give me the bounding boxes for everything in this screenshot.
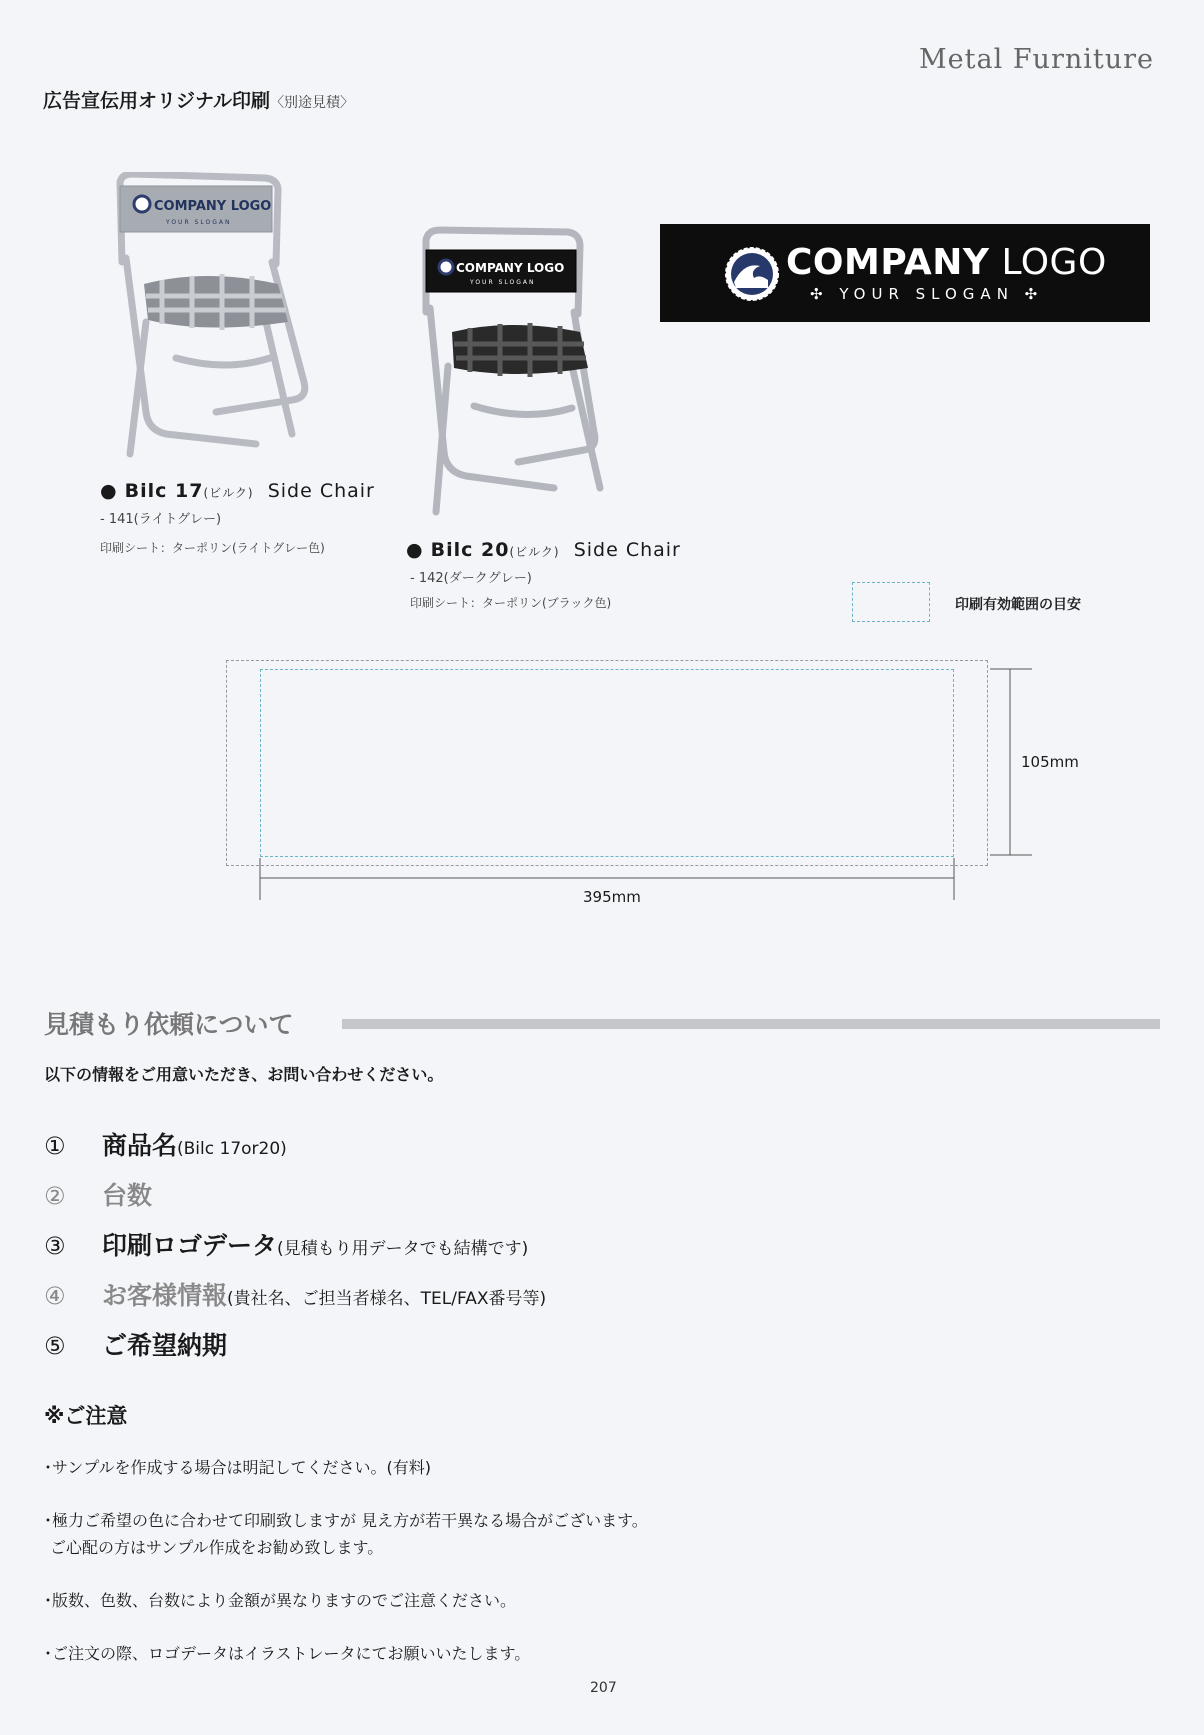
product-code-bilc20: - 142(ダークグレー) <box>410 571 532 586</box>
estimate-heading: 見積もり依頼について <box>44 1010 294 1039</box>
request-item-3 <box>44 1226 528 1262</box>
request-item-4 <box>44 1276 546 1312</box>
item-detail: (貴社名、ご担当者様名、TEL/FAX番号等) <box>227 1289 547 1309</box>
item-label: 商品名 <box>102 1131 178 1160</box>
item-number: ③ <box>44 1232 66 1260</box>
note-line-4: ･版数、色数、台数により金額が異なりますのでご注意ください。 <box>44 1591 517 1610</box>
notes-heading: ※ご注意 <box>44 1404 128 1428</box>
product-model: Bilc 17 <box>124 480 204 502</box>
product-sheet-bilc20: 印刷シート：ターポリン(ブラック色) <box>410 596 612 610</box>
item-detail: (Bilc 17or20) <box>177 1139 287 1159</box>
item-number: ① <box>44 1132 66 1160</box>
print-area-legend-text: 印刷有効範囲の目安 <box>955 597 1081 613</box>
item-detail: (見積もり用データでも結構です) <box>277 1239 529 1259</box>
chair20-logo-text: COMPANY LOGO <box>456 261 565 275</box>
item-number: ④ <box>44 1282 66 1310</box>
product-sheet-bilc17: 印刷シート：ターポリン(ライトグレー色) <box>100 541 325 555</box>
request-item-1 <box>44 1126 287 1162</box>
chair20-slogan-text: YOUR SLOGAN <box>470 279 536 286</box>
product-code-bilc17: - 141(ライトグレー) <box>100 512 222 527</box>
product-kana: (ビルク) <box>203 486 254 500</box>
bullet: ● <box>100 480 118 502</box>
estimate-intro: 以下の情報をご用意いただき、お問い合わせください。 <box>44 1065 444 1084</box>
chair17-slogan-text: YOUR SLOGAN <box>166 219 232 226</box>
logo-slogan-text: ✣ YOUR SLOGAN ✣ <box>810 285 1044 303</box>
note-line-3: ご心配の方はサンプル作成をお勧め致します。 <box>50 1538 384 1557</box>
bullet: ● <box>406 539 424 561</box>
product-kana: (ビルク) <box>509 545 560 559</box>
product-model: Bilc 20 <box>430 539 510 561</box>
chair17-logo-text: COMPANY LOGO <box>154 199 272 214</box>
item-label: 台数 <box>102 1181 153 1210</box>
item-number: ② <box>44 1182 66 1210</box>
request-item-5 <box>44 1326 227 1362</box>
item-label: 印刷ロゴデータ <box>102 1231 278 1260</box>
request-item-2 <box>44 1176 152 1212</box>
section-label: Metal Furniture <box>919 44 1154 75</box>
width-dimension-label: 395mm <box>583 888 641 906</box>
print-heading-title: 広告宣伝用オリジナル印刷 <box>43 90 271 112</box>
logo-company-bold: COMPANY <box>786 242 990 283</box>
product-type: Side Chair <box>573 539 681 561</box>
height-dimension-label: 105mm <box>1021 753 1079 771</box>
page-number: 207 <box>590 1680 617 1696</box>
note-line-5: ･ご注文の際、ロゴデータはイラストレータにてお願いいたします。 <box>44 1644 531 1663</box>
item-label: お客様情報 <box>102 1281 228 1310</box>
note-line-1: ･サンプルを作成する場合は明記してください。(有料) <box>44 1458 432 1477</box>
logo-company-thin: LOGO <box>989 242 1107 283</box>
product-type: Side Chair <box>267 480 375 502</box>
estimate-heading-rule <box>342 1019 1160 1029</box>
note-line-2: ･極力ご希望の色に合わせて印刷致しますが 見え方が若干異なる場合がございます。 <box>44 1511 648 1530</box>
item-label: ご希望納期 <box>102 1331 228 1360</box>
print-heading-note: 〈別途見積〉 <box>270 95 355 111</box>
item-number: ⑤ <box>44 1332 66 1360</box>
